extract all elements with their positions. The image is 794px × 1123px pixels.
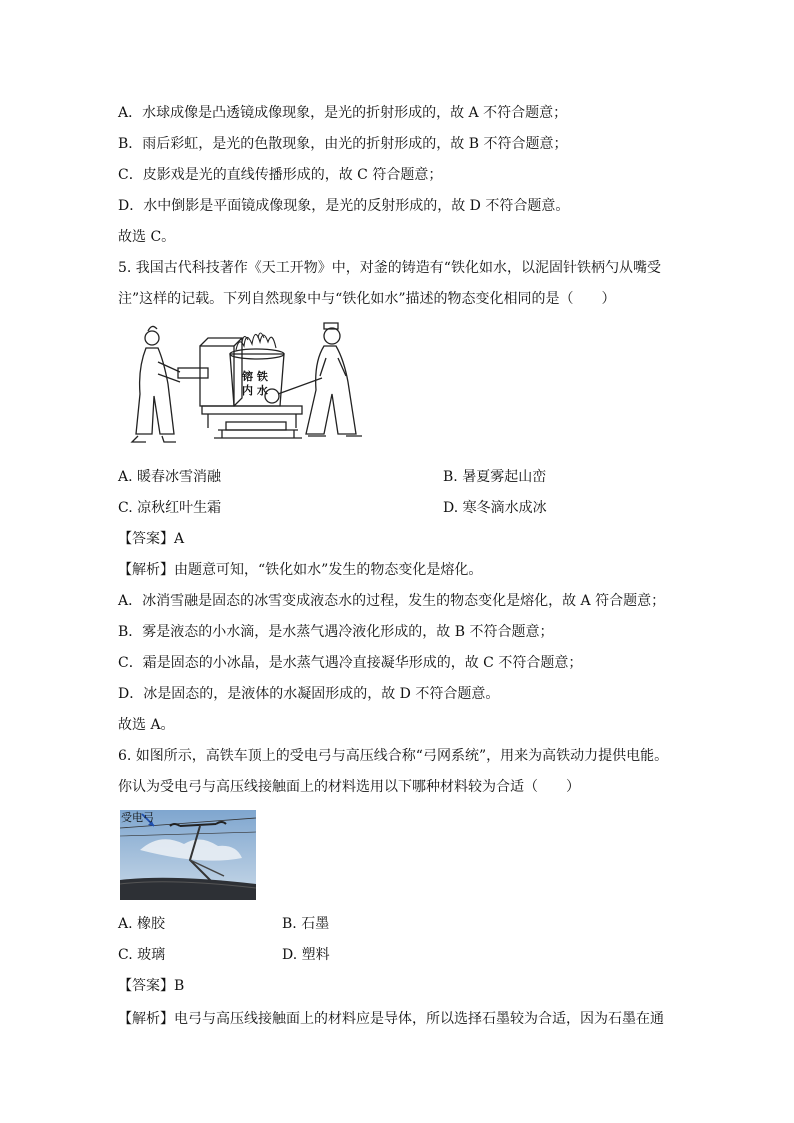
casting-illustration — [118, 318, 384, 458]
bellows-box — [178, 338, 242, 406]
q5-stem-line2: 注”这样的记载。下列自然现象中与“铁化如水”描述的物态变化相同的是（ ） — [118, 291, 616, 307]
q6-answer: 【答案】B — [118, 978, 185, 994]
q4-conclusion: 故选 C。 — [118, 229, 176, 245]
q6-stem-line1: 6. 如图所示，高铁车顶上的受电弓与高压线合称“弓网系统”，用来为高铁动力提供电能。 — [118, 748, 669, 764]
q6-option-a: A. 橡胶 — [118, 916, 166, 932]
q5-analysis-d: D．冰是固态的，是液体的水凝固形成的，故 D 不符合题意。 — [118, 686, 500, 702]
q6-option-d: D. 塑料 — [282, 947, 330, 963]
photo-label: 受电弓 — [121, 811, 154, 824]
q5-option-b: B. 暑夏雾起山峦 — [443, 469, 547, 485]
q4-analysis-a: A．水球成像是凸透镜成像现象，是光的折射形成的，故 A 不符合题意； — [118, 105, 568, 121]
q6-analysis: 【解析】电弓与高压线接触面上的材料应是导体，所以选择石墨较为合适，因为石墨在通 — [118, 1011, 664, 1027]
q4-analysis-b: B．雨后彩虹，是光的色散现象，由光的折射形成的，故 B 不符合题意； — [118, 136, 568, 152]
q5-answer: 【答案】A — [118, 531, 185, 547]
q5-analysis-a: A．冰消雪融是固态的冰雪变成液态水的过程，发生的物态变化是熔化，故 A 符合题意； — [118, 593, 666, 609]
furnace-label-bottom: 内 水 — [242, 384, 268, 397]
q4-analysis-c: C．皮影戏是光的直线传播形成的，故 C 符合题意； — [118, 167, 443, 183]
q5-option-d: D. 寒冬滴水成冰 — [443, 500, 547, 516]
left-worker-figure — [132, 326, 180, 442]
furnace-label-top: 镕 铁 — [242, 370, 268, 383]
q6-option-c: C. 玻璃 — [118, 947, 166, 963]
q6-stem-line2: 你认为受电弓与高压线接触面上的材料选用以下哪种材料较为合适（ ） — [118, 779, 580, 795]
right-worker-figure — [306, 323, 362, 436]
q5-analysis: 【解析】由题意可知，“铁化如水”发生的物态变化是熔化。 — [118, 562, 483, 578]
pantograph-photo — [120, 810, 256, 900]
q5-stem-line1: 5. 我国古代科技著作《天工开物》中，对釜的铸造有“铁化如水，以泥固针铁柄勺从嘴受 — [118, 260, 661, 276]
q5-option-a: A. 暖春冰雪消融 — [118, 469, 222, 485]
q5-analysis-b: B．雾是液态的小水滴，是水蒸气遇冷液化形成的，故 B 不符合题意； — [118, 624, 554, 640]
q5-option-c: C. 凉秋红叶生霜 — [118, 500, 222, 516]
q6-option-b: B. 石墨 — [282, 916, 330, 932]
furnace-bench — [202, 406, 302, 438]
q4-analysis-d: D．水中倒影是平面镜成像现象，是光的反射形成的，故 D 不符合题意。 — [118, 198, 570, 214]
q5-conclusion: 故选 A。 — [118, 717, 175, 733]
q5-analysis-c: C．霜是固态的小冰晶，是水蒸气遇冷直接凝华形成的，故 C 不符合题意； — [118, 655, 583, 671]
